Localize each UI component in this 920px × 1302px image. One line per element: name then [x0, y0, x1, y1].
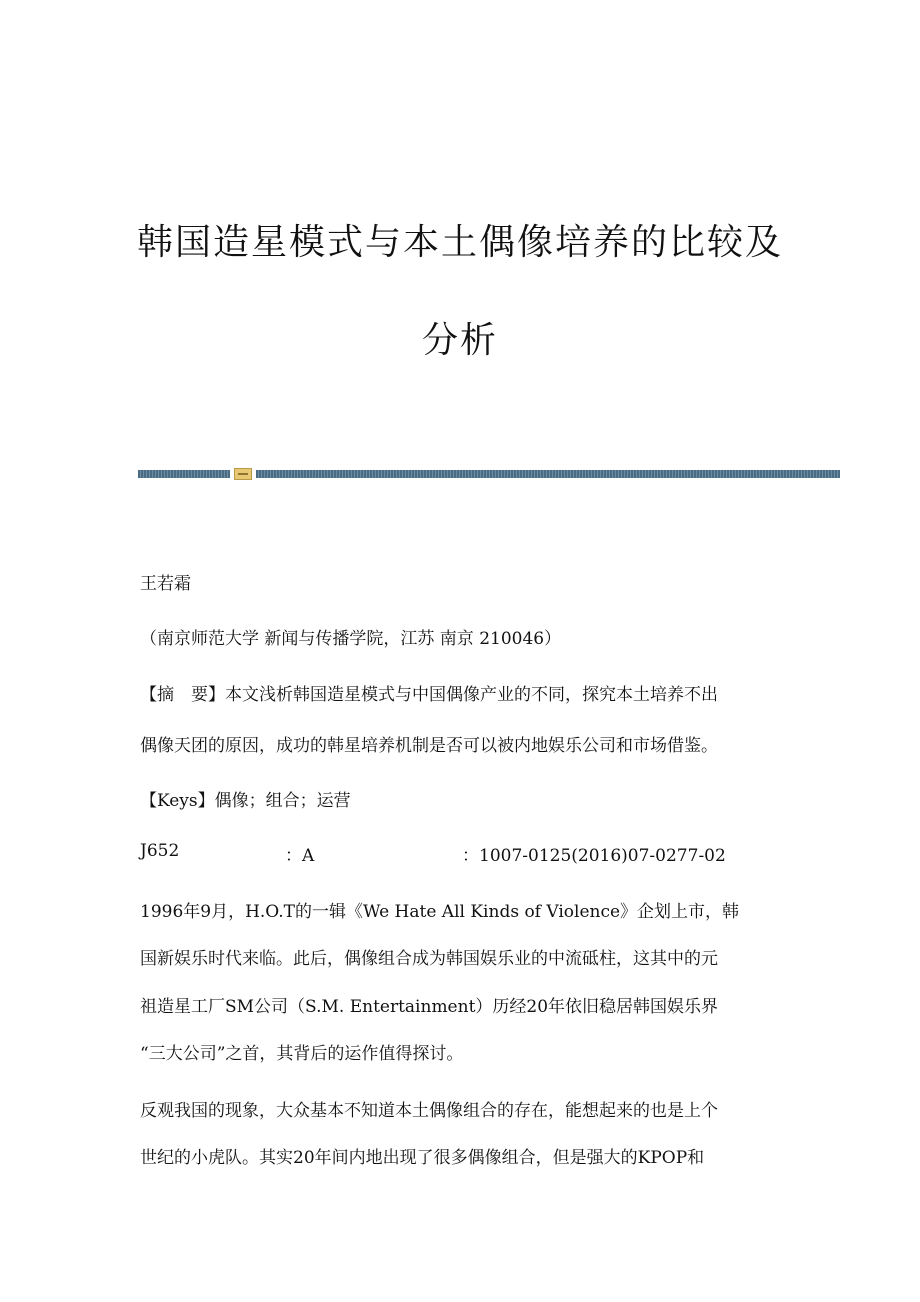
- divider-bar-left: [138, 470, 230, 478]
- title-divider: [138, 467, 840, 481]
- article-id: ：1007-0125(2016)07-0277-02: [462, 846, 726, 866]
- keywords-line: 【Keys】偶像；组合；运营: [140, 791, 351, 811]
- divider-bar-right: [256, 470, 840, 478]
- classification-code: J652: [140, 841, 180, 861]
- document-code: ：A: [285, 846, 315, 866]
- paragraph-1-line-3: 祖造星工厂SM公司（S.M. Entertainment）历经20年依旧稳居韩国娱乐界: [140, 997, 719, 1017]
- paragraph-2-line-2: 世纪的小虎队。其实20年间内地出现了很多偶像组合，但是强大的KPOP和: [140, 1148, 705, 1168]
- divider-ornament-icon: [234, 468, 252, 480]
- author-name: 王若霜: [140, 574, 191, 594]
- title-line-2: 分析: [421, 320, 498, 361]
- paragraph-1-line-4: “三大公司”之首，其背后的运作值得探讨。: [140, 1044, 464, 1064]
- paragraph-1-line-1: 1996年9月，H.O.T的一辑《We Hate All Kinds of Violence》企划上市，韩: [140, 902, 740, 922]
- paragraph-2-line-1: 反观我国的现象，大众基本不知道本土偶像组合的存在，能想起来的也是上个: [140, 1101, 718, 1121]
- title-line-1: 韩国造星模式与本土偶像培养的比较及: [136, 222, 783, 263]
- abstract-line-2: 偶像天团的原因，成功的韩星培养机制是否可以被内地娱乐公司和市场借鉴。: [140, 736, 718, 756]
- abstract-line-1: 【摘 要】本文浅析韩国造星模式与中国偶像产业的不同，探究本土培养不出: [140, 685, 718, 705]
- paragraph-1-line-2: 国新娱乐时代来临。此后，偶像组合成为韩国娱乐业的中流砥柱，这其中的元: [140, 949, 718, 969]
- author-affiliation: （南京师范大学 新闻与传播学院，江苏 南京 210046）: [140, 629, 562, 649]
